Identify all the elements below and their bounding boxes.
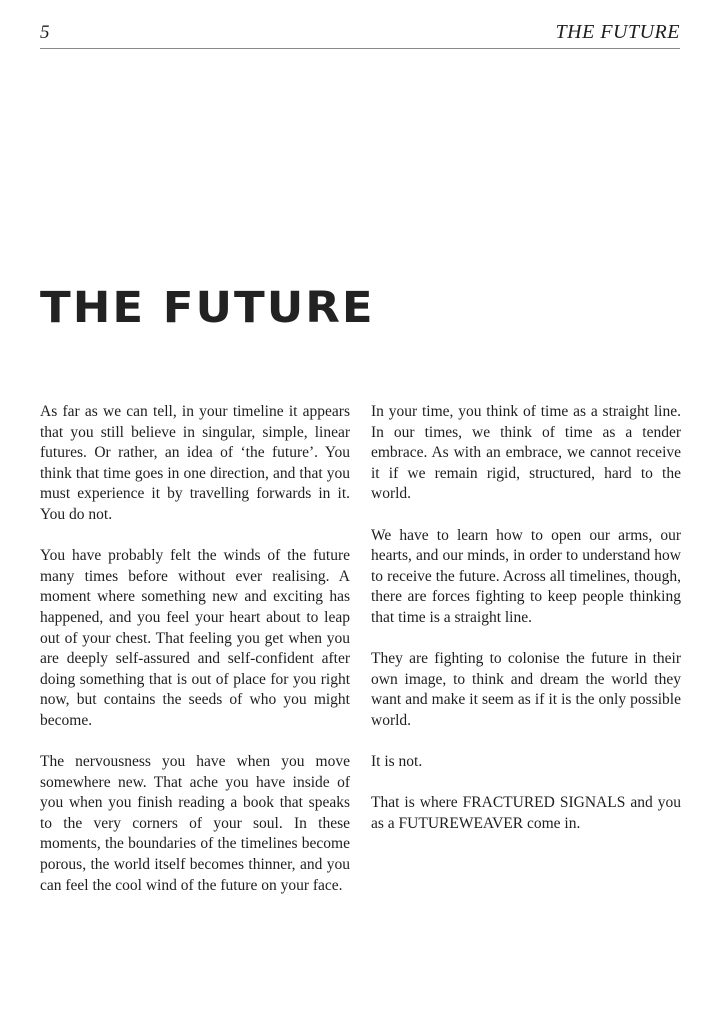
paragraph: It is not. bbox=[371, 753, 423, 771]
paragraph: You have probably felt the winds of the future many times before without ever realising. A moment where something new and exciting has happened, and you feel your heart about to leap out of your chest. That feeling you get when you are deeply self-assured and self-confident after doing something that is out of place for you right now, but contains the seeds of who you might become. bbox=[40, 547, 350, 729]
right-column bbox=[371, 402, 681, 855]
chapter-title: THE FUTURE bbox=[40, 282, 375, 333]
paragraph: They are fighting to colonise the future in their own image, to think and dream the world they want and make it seem as if it is the only possible world. bbox=[371, 650, 681, 729]
left-column bbox=[40, 402, 350, 917]
paragraph: That is where FRACTURED SIGNALS and you as a FUTUREWEAVER come in. bbox=[371, 794, 681, 832]
page-header bbox=[40, 18, 680, 49]
running-title: THE FUTURE bbox=[555, 21, 680, 43]
paragraph: We have to learn how to open our arms, our hearts, and our minds, in order to understand how to receive the future. Across all timelines, though, there are forces fighting to keep people thinking that time is a straight line. bbox=[371, 526, 681, 626]
paragraph: As far as we can tell, in your timeline it appears that you still believe in singular, simple, linear futures. Or rather, an idea of ‘the future’. You think that time goes in one direction, and that you must experience it by travelling forwards in it. You do not. bbox=[40, 403, 350, 523]
paragraph: The nervousness you have when you move somewhere new. That ache you have inside of you when you finish reading a book that speaks to the very corners of your soul. In these moments, the boundaries of the timelines become porous, the world itself becomes thinner, and you can feel the cool wind of the future on your face. bbox=[40, 753, 350, 894]
paragraph: In your time, you think of time as a straight line. In our times, we think of time as a tender embrace. As with an embrace, we cannot receive it if we remain rigid, structured, hard to the world. bbox=[371, 403, 681, 503]
page-number: 5 bbox=[40, 22, 50, 43]
